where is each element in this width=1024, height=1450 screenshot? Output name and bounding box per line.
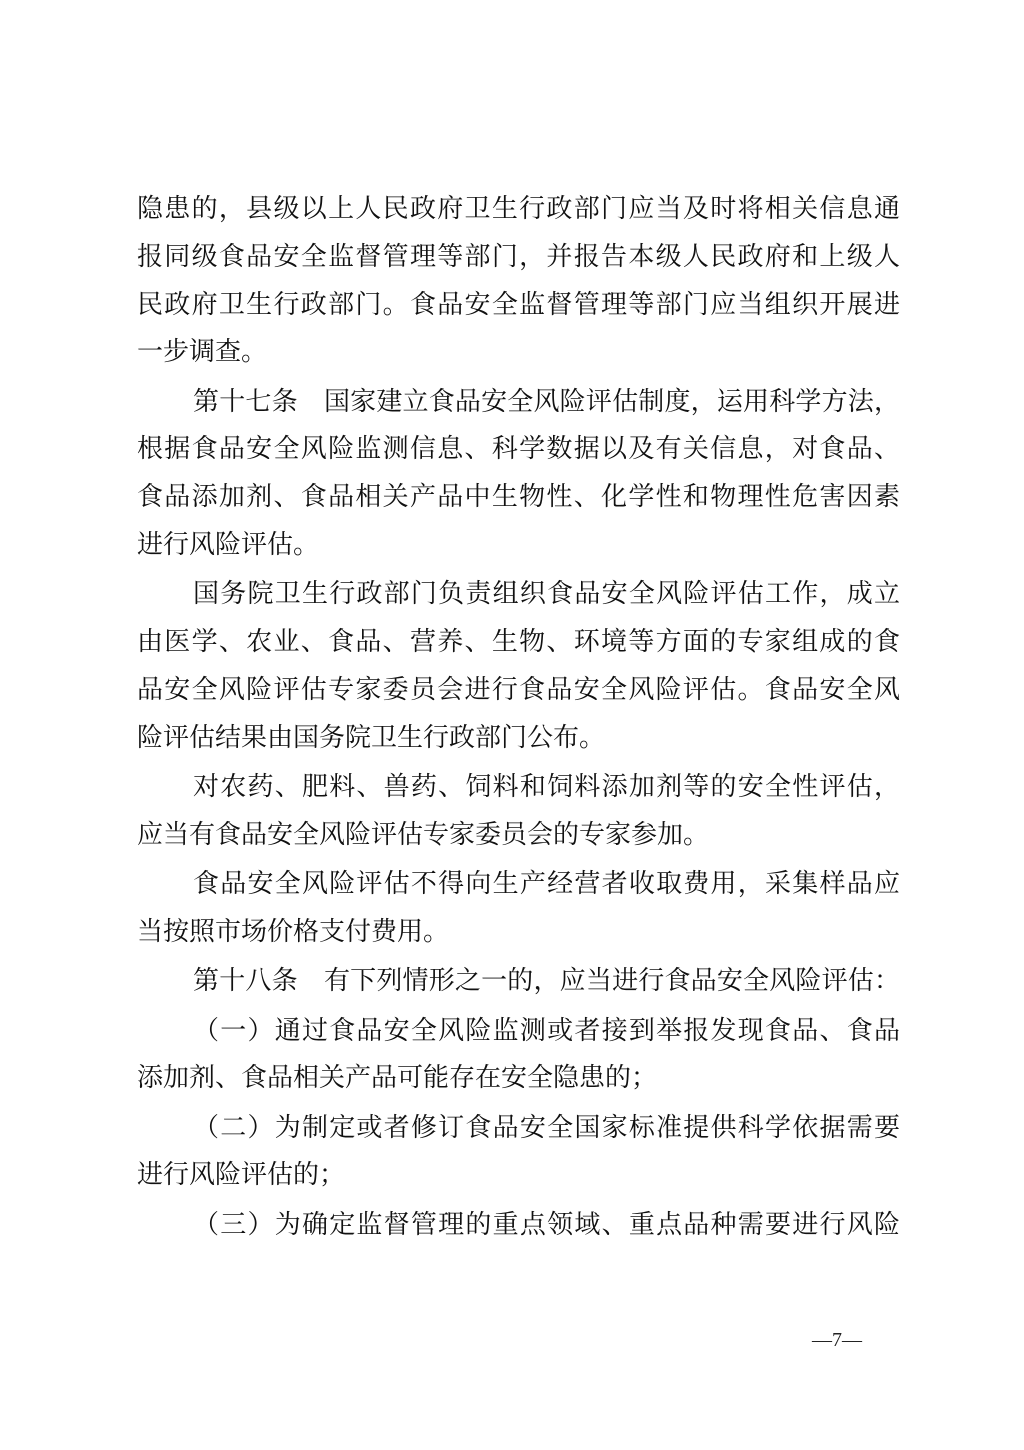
text-line: 食品添加剂、食品相关产品中生物性、化学性和物理性危害因素: [137, 482, 902, 513]
text-line: 险评估结果由国务院卫生行政部门公布。: [137, 722, 606, 753]
text-line: 根据食品安全风险监测信息、科学数据以及有关信息，对食品、: [137, 434, 902, 465]
text-line: 第十八条 有下列情形之一的，应当进行食品安全风险评估：: [193, 966, 901, 997]
text-line: 第十七条 国家建立食品安全风险评估制度，运用科学方法，: [193, 386, 901, 417]
text-line: 应当有食品安全风险评估专家委员会的专家参加。: [137, 819, 710, 850]
text-line: 由医学、农业、食品、营养、生物、环境等方面的专家组成的食: [137, 627, 902, 658]
article-paragraph: [137, 958, 900, 1006]
text-line: 报同级食品安全监督管理等部门，并报告本级人民政府和上级人: [137, 241, 902, 272]
text-line: （二）为制定或者修订食品安全国家标准提供科学依据需要: [193, 1112, 902, 1143]
article-paragraph: [137, 1105, 900, 1201]
text-line: 添加剂、食品相关产品可能存在安全隐患的；: [137, 1063, 658, 1094]
article-paragraph: [137, 861, 900, 957]
article-paragraph: [137, 764, 900, 860]
text-line: （三）为确定监督管理的重点领域、重点品种需要进行风险: [193, 1209, 902, 1240]
text-line: 隐患的，县级以上人民政府卫生行政部门应当及时将相关信息通: [137, 194, 902, 224]
article-paragraph: [137, 1202, 900, 1250]
text-line: 对农药、肥料、兽药、饲料和饲料添加剂等的安全性评估，: [193, 772, 902, 803]
text-line: 进行风险评估的；: [137, 1160, 346, 1191]
article-paragraph: [137, 379, 900, 570]
text-line: 品安全风险评估专家委员会进行食品安全风险评估。食品安全风: [137, 674, 902, 705]
continuation-paragraph: [137, 186, 900, 377]
article-paragraph: [137, 1008, 900, 1104]
text-line: 当按照市场价格支付费用。: [137, 916, 450, 947]
article-paragraph: [137, 571, 900, 762]
page-number: —7—: [812, 1329, 862, 1351]
text-line: （一）通过食品安全风险监测或者接到举报发现食品、食品: [193, 1015, 902, 1046]
text-line: 国务院卫生行政部门负责组织食品安全风险评估工作，成立: [193, 579, 902, 610]
text-line: 一步调查。: [137, 337, 268, 368]
text-line: 进行风险评估。: [137, 530, 320, 561]
text-line: 食品安全风险评估不得向生产经营者收取费用，采集样品应: [193, 869, 902, 900]
text-line: 民政府卫生行政部门。食品安全监督管理等部门应当组织开展进: [137, 289, 902, 320]
document-body: [137, 186, 900, 1251]
